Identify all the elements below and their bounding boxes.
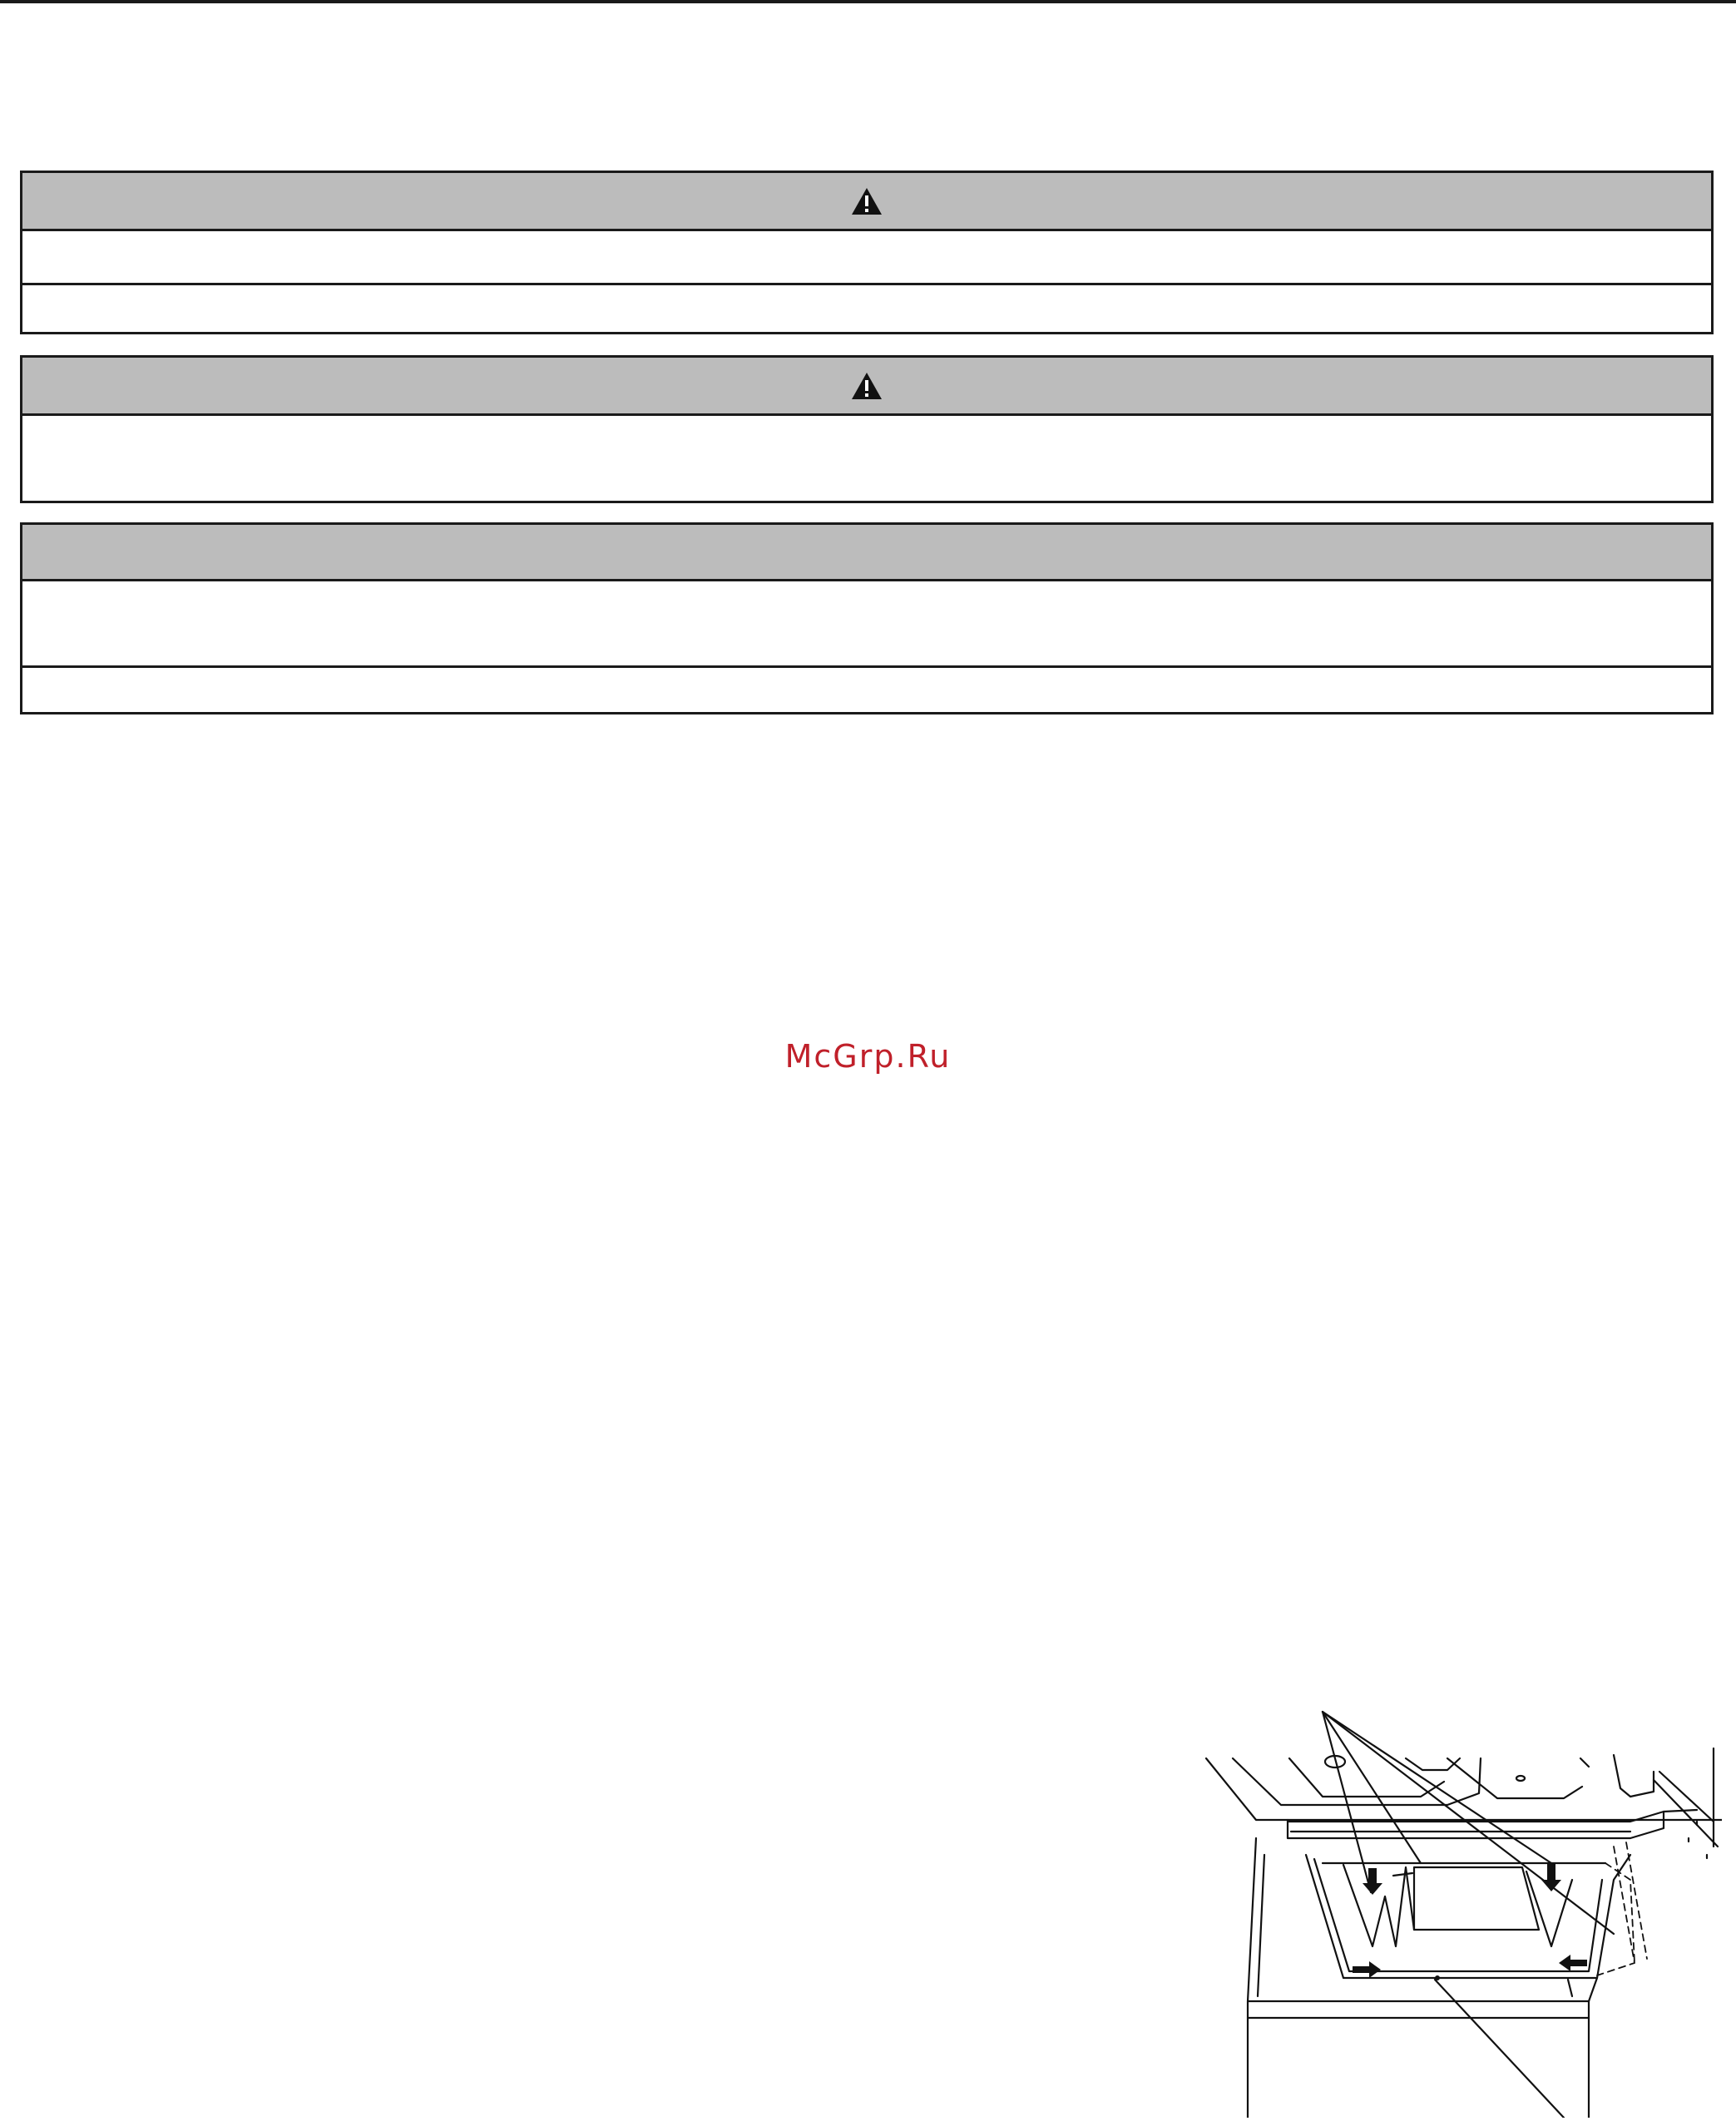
notice-panel-3 [20,522,1714,714]
warning-panel-2 [20,355,1714,503]
warning-panel-1-header [22,173,1711,231]
warning-panel-2-header [22,358,1711,416]
watermark: McGrp.Ru [784,1038,952,1075]
appliance-drawer-illustration [1198,1697,1722,2118]
warning-triangle-icon [851,187,883,215]
callout-lines [1323,1712,1614,2118]
notice-panel-3-row-2 [22,665,1711,714]
notice-panel-3-header [22,525,1711,581]
warning-panel-1-row-2 [22,283,1711,332]
warning-panel-1-row-1 [22,231,1711,283]
warning-panel-1 [20,171,1714,334]
notice-panel-3-row-1 [22,581,1711,665]
warning-panel-2-row-1 [22,416,1711,501]
top-rule [0,0,1736,3]
warning-triangle-icon [851,372,883,400]
